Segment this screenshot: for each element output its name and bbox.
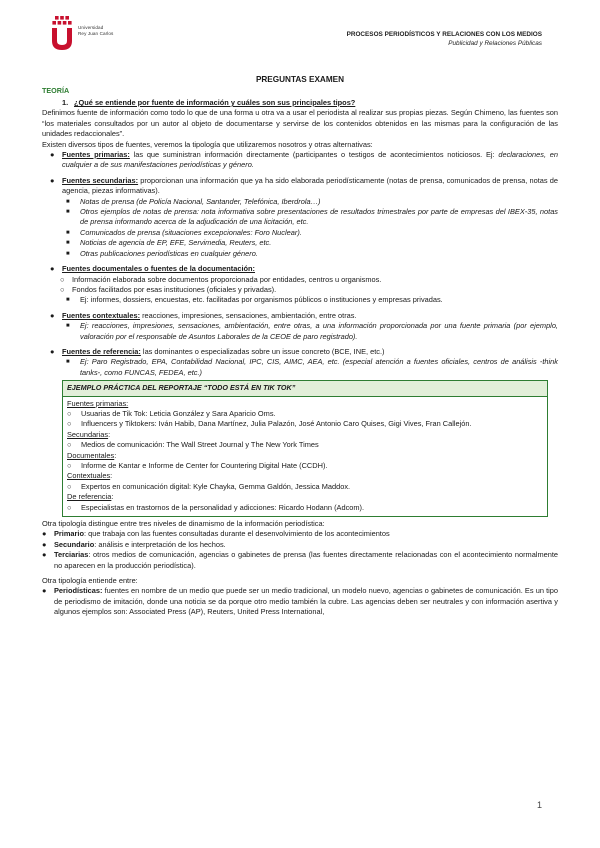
square-bullet-icon: ■ bbox=[66, 250, 70, 257]
document-body bbox=[42, 74, 558, 618]
sub-list-item: ■ Comunicados de prensa (situaciones excepcionales: Foro Nuclear). bbox=[66, 227, 302, 237]
circle-list-item: ○ Información elaborada sobre documentos proporcionada por entidades, centros u organismos. bbox=[60, 274, 382, 284]
primarias-label: Fuentes primarias: bbox=[62, 150, 130, 160]
bullet-icon: ● bbox=[50, 175, 55, 185]
list-item: ● Terciarias: otros medios de comunicación, agencias o gabinetes de prensa (las fuentes directamente relacionadas con el acontecimiento normalmente no aparecen en la producción periodística). bbox=[42, 550, 558, 570]
box-referencia-heading: De referencia: bbox=[67, 492, 114, 502]
box-list-item: ○ Informe de Kantar e Informe de Center for Countering Digital Hate (CCDH). bbox=[67, 461, 328, 470]
primarias-example: declaraciones, en cualquier a de sus manifestaciones periodísticas y género. bbox=[62, 150, 558, 170]
intro-paragraph-2: Existen diversos tipos de fuentes, veremos la tipología que utilizaremos nosotros y otras alternativas: bbox=[42, 139, 373, 149]
box-list-item: ○ Medios de comunicación: The Wall Street Journal y The New York Times bbox=[67, 440, 319, 450]
circle-list-item: ○ Fondos facilitados por esas instituciones (oficiales y privadas). bbox=[60, 284, 277, 294]
sub-list-item: ■ Otros ejemplos de notas de prensa: nota informativa sobre presentaciones de resultados trimestrales por parte de empresas del IBEX-35, notas de prensa informando acerca de la adjudicación de una licitación, etc. bbox=[66, 207, 558, 227]
sub-list-item: ■ Otras publicaciones periodísticas en cualquier género. bbox=[66, 248, 258, 258]
bullet-icon: ● bbox=[42, 550, 47, 560]
box-list-item: ○ Usuarias de Tik Tok: Leticia González y Sara Aparicio Oms. bbox=[67, 408, 276, 418]
list-item-referencia bbox=[42, 347, 558, 357]
example-box-title: EJEMPLO PRÁCTICA DEL REPORTAJE “TODO ESTÁ EN TIK TOK” bbox=[63, 381, 547, 396]
section-heading: TEORÍA bbox=[42, 86, 70, 95]
secundarias-label: Fuentes secundarias: bbox=[62, 175, 139, 185]
list-item-documentales bbox=[42, 264, 558, 274]
list-item: ● Primario: que trabaja con las fuentes consultadas durante el desenvolvimiento de los acontecimientos bbox=[42, 529, 390, 539]
circle-bullet-icon: ○ bbox=[60, 274, 65, 284]
primarias-text: las que suministran información directamente (participantes o testigos de acontecimientos noticiosos. Ej: bbox=[129, 150, 495, 160]
referencia-label: Fuentes de referencia: bbox=[62, 346, 141, 356]
degree-title: Publicidad y Relaciones Públicas bbox=[448, 40, 542, 47]
list-item-primarias bbox=[42, 150, 558, 171]
referencia-text: las dominantes o especializadas sobre un issue concreto (BCE, INE, etc.) bbox=[140, 346, 385, 356]
circle-bullet-icon: ○ bbox=[67, 419, 72, 429]
otra-tipologia-intro: Otra tipología distingue entre tres niveles de dinamismo de la información periodística: bbox=[42, 519, 325, 529]
box-list-item: ○ Expertos en comunicación digital: Kyle Chayka, Gemma Galdón, Jessica Maddox. bbox=[67, 481, 351, 491]
box-secundarias-heading: Secundarias: bbox=[67, 429, 111, 439]
sub-list-item: ■ Ej: informes, dossiers, encuestas, etc. facilitadas por organismos públicos o instituciones y empresas privadas. bbox=[66, 295, 443, 305]
contextuales-label: Fuentes contextuales: bbox=[62, 310, 141, 320]
box-documentales-heading: Documentales: bbox=[67, 450, 117, 460]
square-bullet-icon: ■ bbox=[66, 297, 70, 304]
circle-bullet-icon: ○ bbox=[67, 440, 72, 450]
page-number: 1 bbox=[536, 800, 542, 810]
square-bullet-icon: ■ bbox=[66, 359, 70, 366]
question-heading bbox=[62, 98, 558, 108]
square-bullet-icon: ■ bbox=[66, 240, 70, 247]
urjc-logo-icon bbox=[50, 16, 74, 50]
list-item-contextuales bbox=[42, 311, 558, 321]
circle-bullet-icon: ○ bbox=[67, 461, 72, 470]
list-item: ● Secundario: análisis e interpretación de los hechos. bbox=[42, 539, 226, 549]
sub-list-item: ■ Noticias de agencia de EP, EFE, Servimedia, Reuters, etc. bbox=[66, 238, 272, 248]
list-item: ● Periodísticas: fuentes en nombre de un medio que puede ser un medio tradicional, un modelo nuevo, agencias o gabinetes de comunicación. Es un tipo de periodismo de imitación, donde una noticia se da porque otro medio también la cubre. Las agencias deben ser neutrales y con información asertiva y algunos ejemplos son: Associated Press (AP), Reuters, United Press International, bbox=[42, 586, 558, 617]
page-header bbox=[347, 30, 542, 48]
sub-list-item: ■ Ej: Paro Registrado, EPA, Contabilidad Nacional, IPC, CIS, AIMC, AEA, etc. (especial atención a fuentes oficiales, centros de análisis -think tanks-, como FUNCAS, FEDEA, etc.) bbox=[66, 357, 558, 377]
box-list-item: ○ Influencers y Tiktokers: Iván Habib, Dana Martínez, Julia Palazón, José Antonio Caro Quises, Gigi Vives, Fran Callejón. bbox=[67, 419, 472, 429]
question-text: ¿Qué se entiende por fuente de información y cuáles son sus principales tipos? bbox=[74, 98, 356, 107]
square-bullet-icon: ■ bbox=[66, 198, 70, 205]
box-list-item: ○ Especialistas en trastornos de la personalidad y adicciones: Ricardo Hodann (Adcom). bbox=[67, 502, 365, 512]
list-item-secundarias bbox=[42, 176, 558, 197]
bullet-icon: ● bbox=[50, 346, 55, 356]
course-title: PROCESOS PERIODÍSTICOS Y RELACIONES CON LOS MEDIOS bbox=[346, 31, 542, 38]
square-bullet-icon: ■ bbox=[66, 209, 70, 216]
contextuales-text: reacciones, impresiones, sensaciones, ambientación, entre otras. bbox=[140, 310, 357, 320]
secundarias-text: proporcionan una información que ya ha sido elaborada periodísticamente (notas de prensa, comunicados de prensa, notas de agencia, piezas informativas). bbox=[62, 175, 558, 196]
circle-bullet-icon: ○ bbox=[60, 284, 65, 294]
circle-bullet-icon: ○ bbox=[67, 481, 72, 491]
question-number: 1. bbox=[62, 98, 69, 107]
bullet-icon: ● bbox=[50, 264, 55, 274]
box-primarias-label: Fuentes primarias: bbox=[67, 398, 129, 408]
document-title: PREGUNTAS EXAMEN bbox=[255, 75, 345, 84]
box-contextuales-heading: Contextuales: bbox=[67, 471, 113, 481]
university-logo bbox=[50, 16, 130, 52]
otra-tipologia-intro-2: Otra tipología entiende entre: bbox=[42, 576, 138, 586]
bullet-icon: ● bbox=[42, 529, 47, 539]
logo-line-2: Rey Juan Carlos bbox=[78, 30, 114, 36]
sub-list-item: ■ Ej: reacciones, impresiones, sensaciones, ambientación, entre otras, a una información proporcionada por una fuente primaria (por ejemplo, valoración por el responsable de Asuntos Laborales de la CEOE de paro registrado). bbox=[66, 321, 558, 341]
square-bullet-icon: ■ bbox=[66, 323, 70, 330]
bullet-icon: ● bbox=[42, 539, 47, 549]
bullet-icon: ● bbox=[50, 310, 55, 320]
documentales-label: Fuentes documentales o fuentes de la documentación: bbox=[62, 264, 256, 274]
example-box bbox=[62, 380, 548, 517]
sub-list-item: ■ Notas de prensa (de Policía Nacional, Santander, Telefónica, Iberdrola…) bbox=[66, 196, 321, 206]
circle-bullet-icon: ○ bbox=[67, 502, 72, 512]
bullet-icon: ● bbox=[50, 150, 55, 160]
bullet-icon: ● bbox=[42, 586, 47, 596]
square-bullet-icon: ■ bbox=[66, 229, 70, 236]
logo-line-1: Universidad bbox=[78, 25, 104, 30]
intro-paragraph: Definimos fuente de información como todo lo que de una forma u otra va a usar el periodista al realizar sus propias piezas. Según Chimeno, las fuentes son “los materiales consultados por un autor al objeto de documentarse y servirse de los contenidos obtenidos en las mismas para la configuración de las unidades redaccionales”. bbox=[42, 108, 558, 139]
circle-bullet-icon: ○ bbox=[67, 408, 72, 418]
